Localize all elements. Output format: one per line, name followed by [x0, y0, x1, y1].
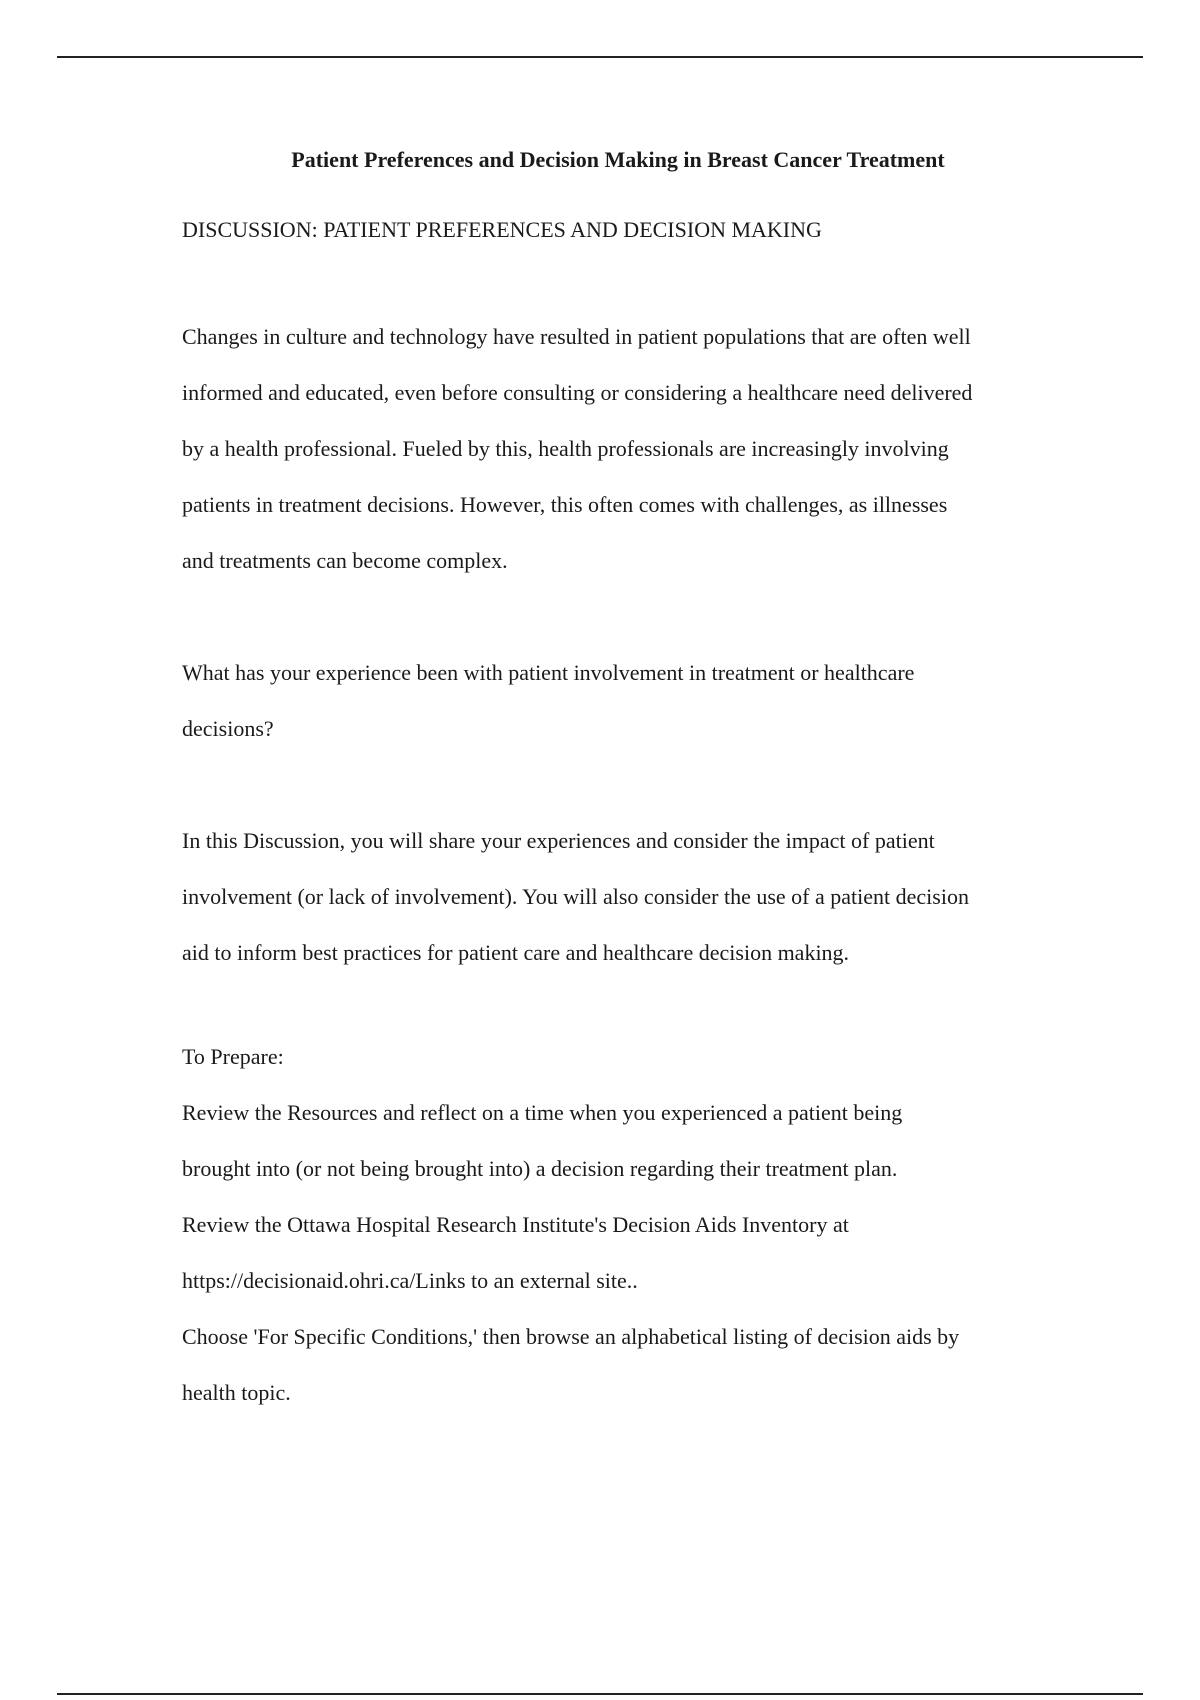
- document-title: Patient Preferences and Decision Making in Breast Cancer Treatment: [291, 147, 945, 172]
- paragraph-discussion: [182, 813, 1062, 981]
- prepare-instructions: [182, 1085, 1062, 1421]
- paragraph-line: Changes in culture and technology have resulted in patient populations that are often well: [182, 324, 971, 349]
- top-rule: [57, 56, 1143, 58]
- paragraph-line: decisions?: [182, 716, 274, 741]
- paragraph-line: aid to inform best practices for patient care and healthcare decision making.: [182, 940, 850, 965]
- prepare-line: Review the Resources and reflect on a time when you experienced a patient being: [182, 1100, 903, 1125]
- prepare-line: health topic.: [182, 1380, 291, 1405]
- document-body: [182, 140, 1062, 1421]
- paragraph-line: and treatments can become complex.: [182, 548, 508, 573]
- section-heading: DISCUSSION: PATIENT PREFERENCES AND DECISION MAKING: [182, 217, 822, 242]
- paragraph-line: What has your experience been with patient involvement in treatment or healthcare: [182, 660, 915, 685]
- paragraph-line: patients in treatment decisions. However, this often comes with challenges, as illnesses: [182, 492, 948, 517]
- paragraph-line: by a health professional. Fueled by this, health professionals are increasingly involving: [182, 436, 949, 461]
- paragraph-question: [182, 645, 1062, 757]
- paragraph-line: informed and educated, even before consulting or considering a healthcare need delivered: [182, 380, 973, 405]
- paragraph-line: involvement (or lack of involvement). You will also consider the use of a patient decision: [182, 884, 969, 909]
- prepare-line: Review the Ottawa Hospital Research Institute's Decision Aids Inventory at: [182, 1212, 849, 1237]
- prepare-line: brought into (or not being brought into) a decision regarding their treatment plan.: [182, 1156, 898, 1181]
- bottom-rule: [57, 1693, 1143, 1695]
- prepare-line: Choose 'For Specific Conditions,' then browse an alphabetical listing of decision aids by: [182, 1324, 960, 1349]
- prepare-label: To Prepare:: [182, 1044, 284, 1069]
- paragraph-line: In this Discussion, you will share your experiences and consider the impact of patient: [182, 828, 935, 853]
- prepare-link-line: https://decisionaid.ohri.ca/Links to an external site..: [182, 1268, 638, 1293]
- paragraph-intro: [182, 309, 1062, 589]
